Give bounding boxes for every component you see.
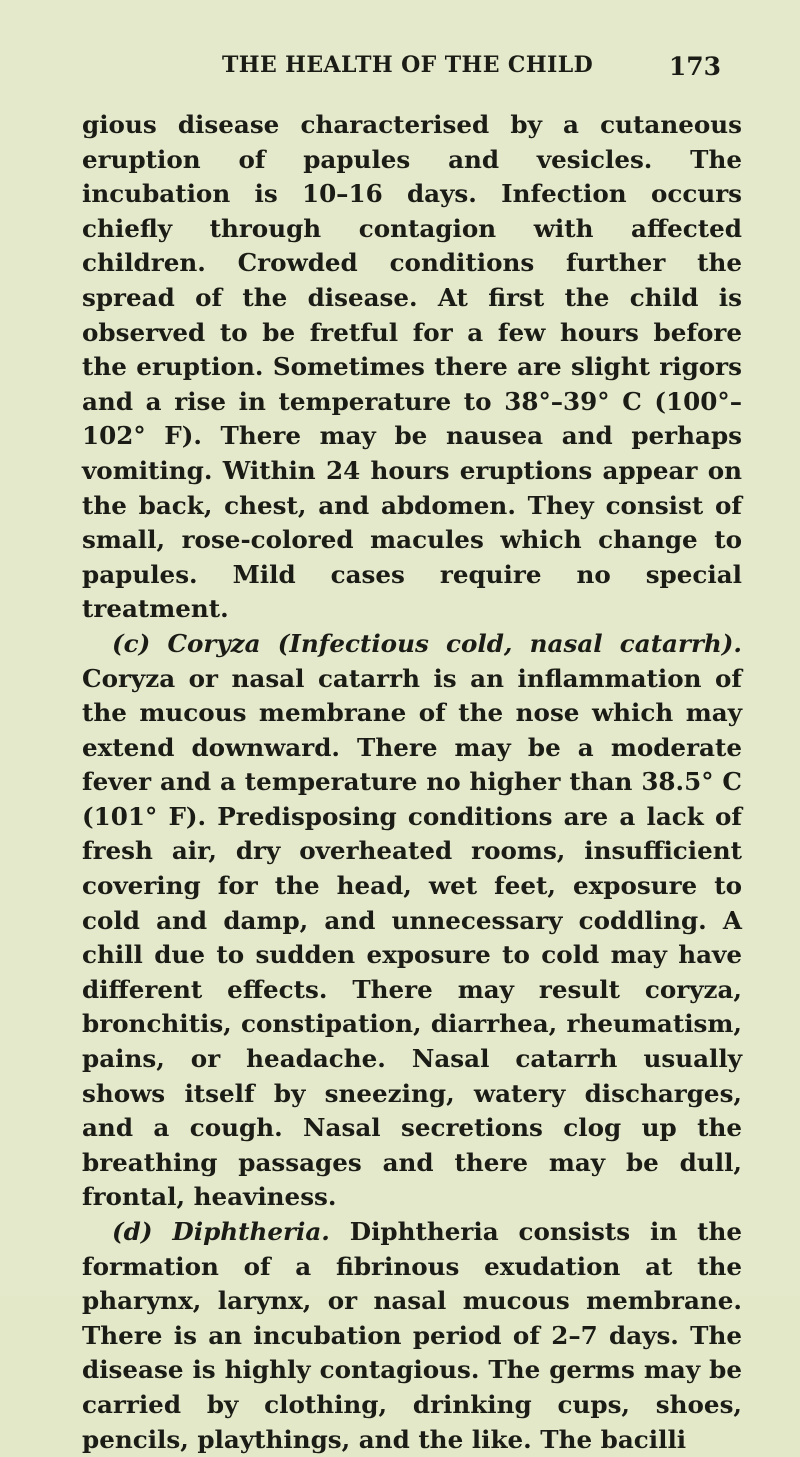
paragraph-varicella-continued [82,108,742,627]
paragraph-text: gious disease characterised by a cutaneous eruption of papules and vesicles. The incubation is 10–16 days. Infection occurs chiefly through contagion with affected children. Crowded conditions further the spread of the disease. At first the child is observed to be fretful for a few hours before the eruption. Sometimes there are slight rigors and a rise in temperature to 38°–39° C (100°–102° F). There may be nausea and perhaps vomiting. Within 24 hours eruptions appear on the back, chest, and abdomen. They consist of small, rose-colored macules which change to papules. Mild cases require no special treatment. [82,110,742,624]
paragraph-coryza [82,627,742,1215]
section-label: (c) [112,628,151,658]
section-heading: Coryza (Infectious cold, nasal catarrh). [167,628,742,658]
section-label: (d) [112,1217,153,1246]
page-number: 173 [668,52,721,81]
body-text [82,108,742,1457]
running-title: THE HEALTH OF THE CHILD [222,52,594,78]
section-heading: Diphtheria. [172,1217,330,1246]
paragraph-text: Coryza or nasal catarrh is an inflammation of the mucous membrane of the nose which may extend downward. There may be a moderate fever and a temperature no higher than 38.5° C (101° F). Predisposing conditions are a lack of fresh air, dry overheated rooms, insufficient covering for the head, wet feet, exposure to cold and damp, and unnecessary coddling. A chill due to sudden exposure to cold may have different effects. There may result coryza, bronchitis, constipation, diarrhea, rheumatism, pains, or headache. Nasal catarrh usually shows itself by sneezing, watery discharges, and a cough. Nasal secretions clog up the breathing passages and there may be dull, frontal, heaviness. [82,663,742,1212]
paragraph-diphtheria [82,1215,742,1457]
paragraph-text: Diphtheria consists in the formation of a fibrinous exudation at the pharynx, larynx, or nasal mucous membrane. There is an incubation period of 2–7 days. The disease is highly contagious. The germs may be carried by clothing, drinking cups, shoes, pencils, playthings, and the like. The bacilli [82,1217,743,1454]
running-head [0,52,800,88]
